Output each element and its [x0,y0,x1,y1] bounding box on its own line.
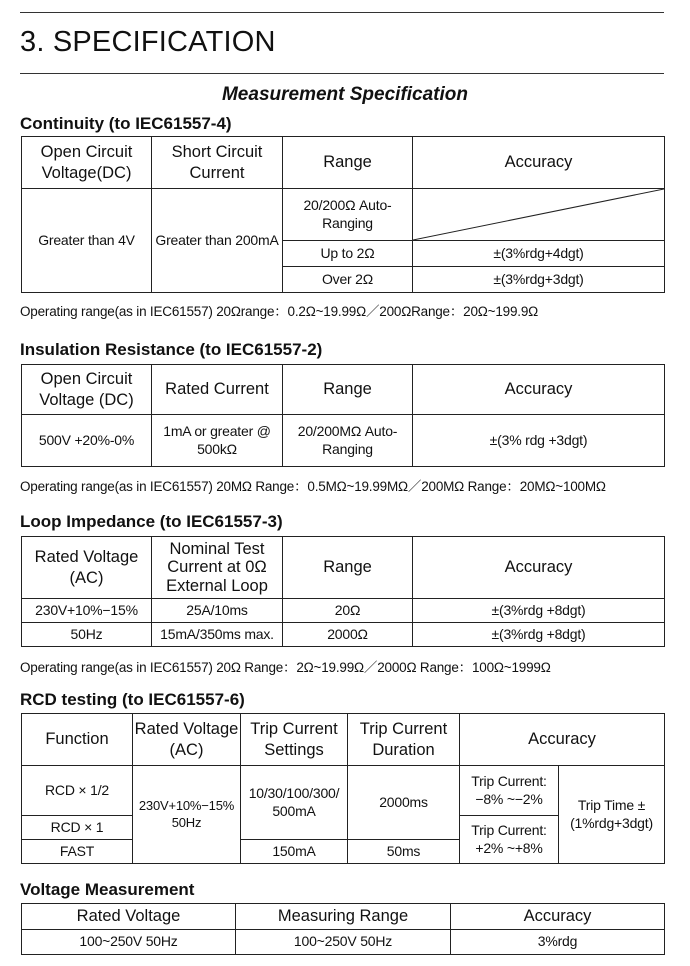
continuity-header-range: Range [283,137,413,189]
rcd-voltage: 230V+10%−15% 50Hz [133,766,241,864]
insulation-header-voltage: Open Circuit Voltage (DC) [22,365,152,415]
insulation-note: Operating range(as in IEC61557) 20MΩ Range：0.5MΩ~19.99MΩ／200MΩ Range：20MΩ~100MΩ [20,479,606,494]
loop-current-1: 25A/10ms [152,599,283,623]
insulation-header-accuracy: Accuracy [413,365,665,415]
loop-voltage: 230V+10%−15% [22,599,152,623]
rcd-accuracy-half: Trip Current: −8% ~−2% [460,766,559,816]
insulation-current: 1mA or greater @ 500kΩ [152,415,283,467]
continuity-table [21,136,665,293]
rcd-header-function: Function [22,714,133,766]
rcd-header-voltage: Rated Voltage (AC) [133,714,241,766]
loop-header-range: Range [283,537,413,599]
loop-title: Loop Impedance (to IEC61557-3) [20,512,283,531]
continuity-range-up-to: Up to 2Ω [283,241,413,267]
insulation-header-range: Range [283,365,413,415]
loop-frequency: 50Hz [22,623,152,647]
heading-rule [20,73,664,74]
rcd-settings-fast: 150mA [241,840,348,864]
continuity-title: Continuity (to IEC61557-4) [20,114,232,133]
insulation-voltage: 500V +20%-0% [22,415,152,467]
continuity-accuracy-up-to: ±(3%rdg+4dgt) [413,241,665,267]
rcd-table [21,713,665,864]
loop-table [21,536,665,647]
voltage-header-range: Measuring Range [236,904,451,930]
rcd-function-one: RCD × 1 [22,816,133,840]
continuity-header-current: Short Circuit Current [152,137,283,189]
rcd-header-duration: Trip Current Duration [348,714,460,766]
top-rule [20,12,664,13]
voltage-title: Voltage Measurement [20,880,195,899]
loop-range-1: 20Ω [283,599,413,623]
loop-accuracy-2: ±(3%rdg +8dgt) [413,623,665,647]
voltage-accuracy: 3%rdg [451,930,665,955]
rcd-duration-main: 2000ms [348,766,460,840]
page-subtitle: Measurement Specification [221,84,469,105]
loop-header-current: Nominal Test Current at 0Ω External Loop [152,537,283,599]
loop-range-2: 2000Ω [283,623,413,647]
rcd-header-settings: Trip Current Settings [241,714,348,766]
loop-header-accuracy: Accuracy [413,537,665,599]
page-heading: 3. SPECIFICATION [20,26,276,58]
loop-accuracy-1: ±(3%rdg +8dgt) [413,599,665,623]
rcd-duration-fast: 50ms [348,840,460,864]
voltage-rated: 100~250V 50Hz [22,930,236,955]
voltage-header-accuracy: Accuracy [451,904,665,930]
diagonal-line [413,189,664,240]
insulation-table [21,364,665,467]
continuity-voltage: Greater than 4V [22,189,152,293]
continuity-empty-cell [413,189,665,241]
continuity-range-auto: 20/200Ω Auto-Ranging [283,189,413,241]
insulation-title: Insulation Resistance (to IEC61557-2) [20,340,323,359]
continuity-header-accuracy: Accuracy [413,137,665,189]
voltage-table [21,903,665,955]
loop-current-2: 15mA/350ms max. [152,623,283,647]
continuity-accuracy-over: ±(3%rdg+3dgt) [413,267,665,293]
loop-header-voltage: Rated Voltage (AC) [22,537,152,599]
rcd-header-accuracy: Accuracy [460,714,665,766]
rcd-accuracy-trip-time: Trip Time ±(1%rdg+3dgt) [559,766,665,864]
insulation-accuracy: ±(3% rdg +3dgt) [413,415,665,467]
voltage-header-rated: Rated Voltage [22,904,236,930]
rcd-settings-main: 10/30/100/300/ 500mA [241,766,348,840]
insulation-range: 20/200MΩ Auto-Ranging [283,415,413,467]
loop-note: Operating range(as in IEC61557) 20Ω Range：2Ω~19.99Ω／2000Ω Range：100Ω~1999Ω [20,660,551,675]
continuity-note: Operating range(as in IEC61557) 20Ωrange：0.2Ω~19.99Ω／200ΩRange：20Ω~199.9Ω [20,304,539,319]
voltage-range: 100~250V 50Hz [236,930,451,955]
continuity-current: Greater than 200mA [152,189,283,293]
continuity-header-voltage: Open Circuit Voltage(DC) [22,137,152,189]
rcd-title: RCD testing (to IEC61557-6) [20,690,245,709]
rcd-accuracy-one: Trip Current: +2% ~+8% [460,816,559,864]
rcd-function-fast: FAST [22,840,133,864]
continuity-range-over: Over 2Ω [283,267,413,293]
insulation-header-current: Rated Current [152,365,283,415]
rcd-function-half: RCD × 1/2 [22,766,133,816]
